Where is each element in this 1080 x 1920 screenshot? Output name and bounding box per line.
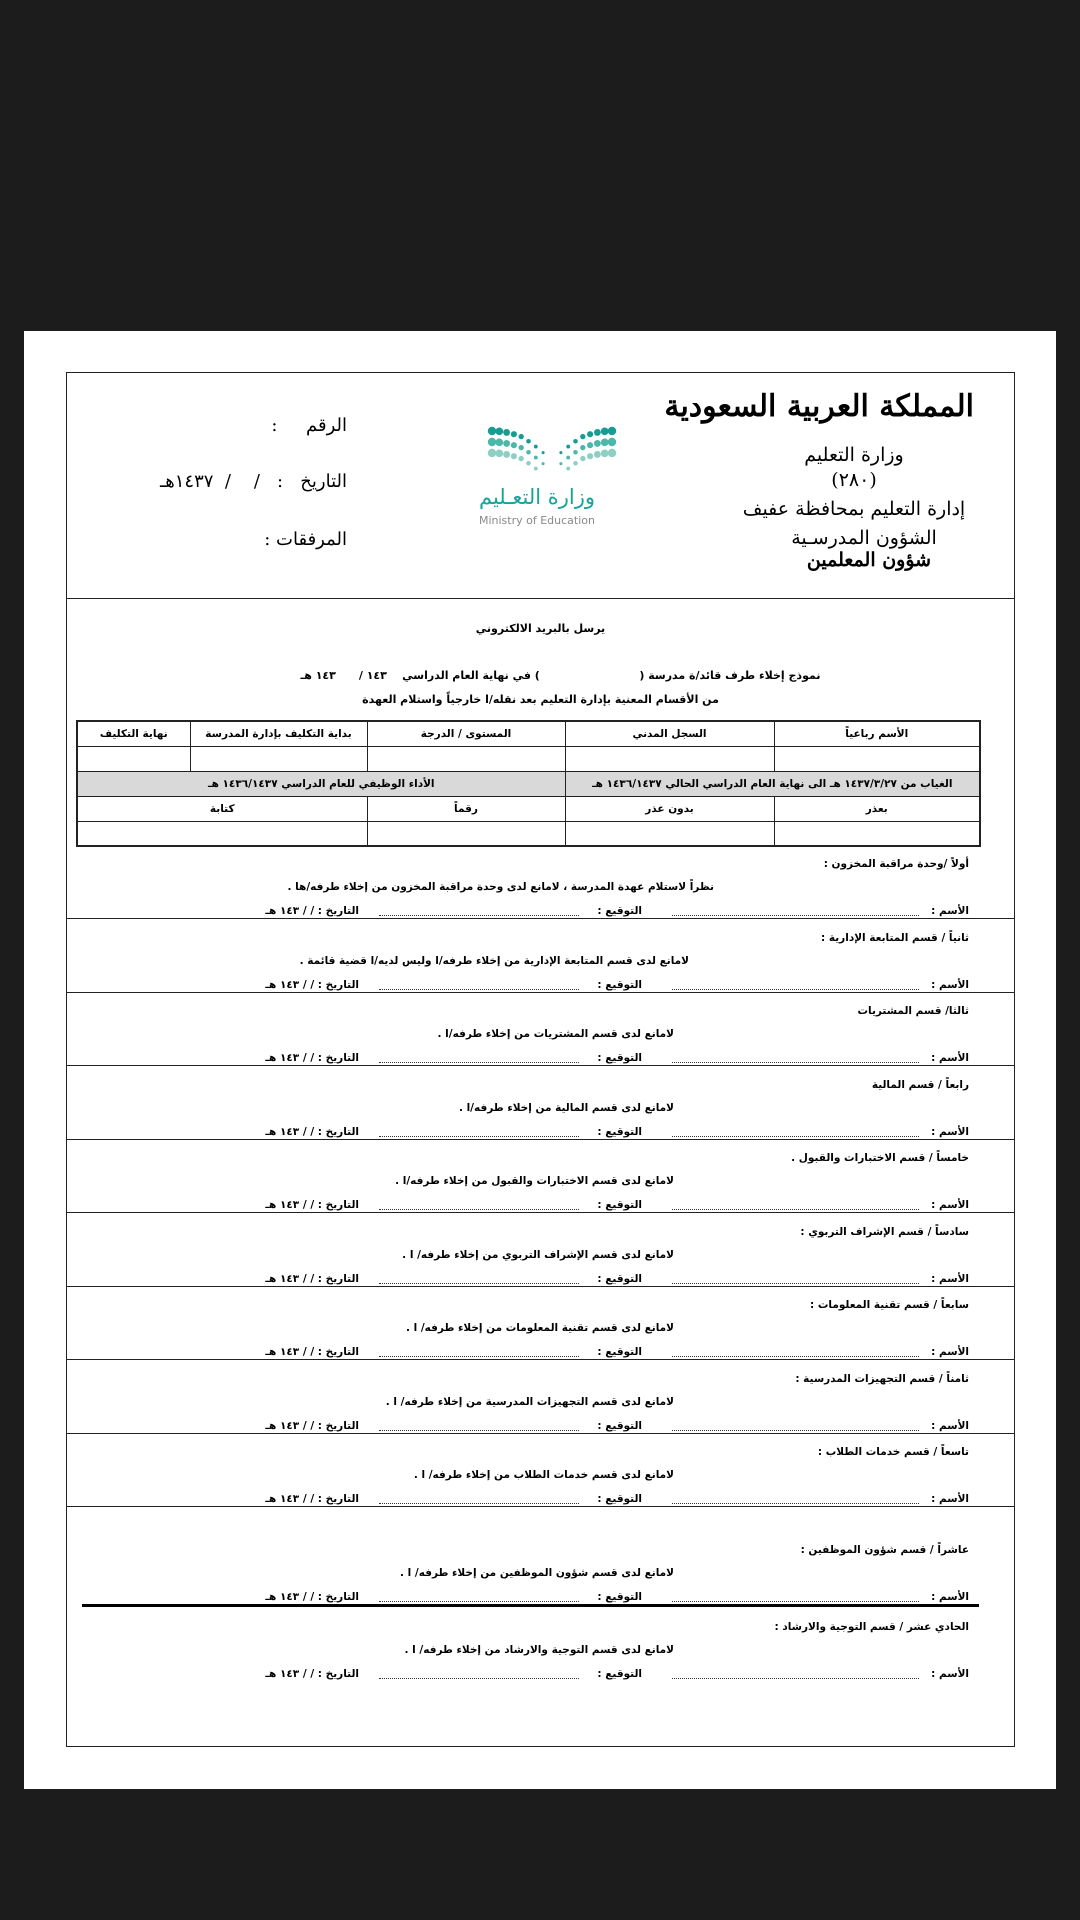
logo-dot — [601, 439, 609, 447]
clearance-section — [67, 1005, 1014, 1085]
logo-dot — [511, 453, 517, 459]
document-page — [24, 331, 1056, 1789]
section-title: ثالثا/ قسم المشتريات — [857, 1005, 969, 1017]
header-level-grade: المستوى / الدرجة — [367, 721, 565, 746]
name-field[interactable] — [672, 979, 919, 990]
name-label: الأسم : — [931, 1493, 969, 1505]
signature-label: التوقيع : — [597, 1420, 642, 1432]
logo-dot — [519, 445, 524, 450]
clearance-section — [67, 1373, 1014, 1453]
clearance-section — [67, 1446, 1014, 1526]
section-title: ثامناً / قسم التجهيزات المدرسية : — [795, 1373, 969, 1385]
date-field[interactable]: التاريخ : / / ١٤٣ هـ — [265, 979, 359, 991]
section-title: رابعاً / قسم المالية — [871, 1079, 969, 1091]
logo-dot — [488, 449, 496, 457]
assignment-end-cell[interactable] — [77, 746, 190, 771]
reference-number-label: الرقم : — [271, 415, 347, 436]
section-statement: لامانع لدى قسم التوجية والارشاد من إخلاء طرفه/ ا . — [404, 1644, 674, 1656]
name-field[interactable] — [672, 1591, 919, 1602]
signature-field[interactable] — [379, 979, 579, 990]
logo-dot — [559, 462, 562, 465]
logo-dot — [495, 450, 503, 458]
header-full-name: الأسم رباعياً — [774, 721, 980, 746]
name-label: الأسم : — [931, 1199, 969, 1211]
logo-dot — [608, 449, 616, 457]
logo-dot — [601, 450, 609, 458]
signature-label: التوقيع : — [597, 979, 642, 991]
clearance-section — [67, 1226, 1014, 1306]
signature-row — [112, 1668, 969, 1684]
logo-dot — [587, 431, 593, 437]
logo-dot — [566, 467, 570, 471]
form-subtitle: من الأقسام المعنية بإدارة التعليم بعد نقله/ا خارجياً واستلام العهدة — [362, 693, 719, 706]
section-title: تاسعاً / قسم خدمات الطلاب : — [817, 1446, 969, 1458]
date-field[interactable]: التاريخ : / / ١٤٣ هـ — [265, 1668, 359, 1680]
with-excuse-cell[interactable] — [774, 821, 980, 846]
clearance-section — [67, 1621, 1014, 1701]
name-field[interactable] — [672, 1420, 919, 1431]
logo-dot — [587, 442, 593, 448]
attachments-label: المرفقات : — [264, 529, 347, 550]
signature-label: التوقيع : — [597, 1126, 642, 1138]
teachers-affairs: شؤون المعلمين — [806, 549, 932, 571]
logo-dot — [580, 434, 585, 439]
logo-dot — [534, 445, 538, 449]
logo-dot — [526, 439, 531, 444]
name-field[interactable] — [672, 1346, 919, 1357]
logo-dot — [542, 462, 545, 465]
logo-dot — [559, 451, 562, 454]
name-label: الأسم : — [931, 1420, 969, 1432]
name-label: الأسم : — [931, 1346, 969, 1358]
date-field[interactable]: التاريخ : / / ١٤٣ هـ — [265, 1493, 359, 1505]
clearance-section — [67, 1544, 1014, 1624]
section-title: ثانياً / قسم المتابعة الإدارية : — [821, 932, 969, 944]
name-label: الأسم : — [931, 1052, 969, 1064]
logo-dot — [503, 451, 510, 458]
signature-label: التوقيع : — [597, 905, 642, 917]
name-label: الأسم : — [931, 905, 969, 917]
header-assignment-start: بداية التكليف بإدارة المدرسة — [190, 721, 367, 746]
section-divider — [67, 1212, 1014, 1213]
logo-dot — [503, 429, 510, 436]
logo-dot — [511, 431, 517, 437]
signature-field[interactable] — [379, 1420, 579, 1431]
name-label: الأسم : — [931, 979, 969, 991]
logo-dot — [587, 453, 593, 459]
section-divider — [82, 1604, 979, 1607]
ministry-name: وزارة التعليم — [804, 444, 904, 466]
section-statement: لامانع لدى قسم تقنية المعلومات من إخلاء طرفه/ ا . — [405, 1322, 674, 1334]
logo-dot — [594, 429, 601, 436]
assignment-start-cell[interactable] — [190, 746, 367, 771]
section-title: أولاً /وحدة مراقبة المخزون : — [823, 858, 969, 870]
logo-dot — [503, 440, 510, 447]
written-cell[interactable] — [77, 821, 367, 846]
teacher-info-table — [76, 720, 981, 847]
written-header: كتابة — [77, 796, 367, 821]
section-title: خامساً / قسم الاختبارات والقبول . — [791, 1152, 969, 1164]
date-label: التاريخ : / / ١٤٣٧هـ — [159, 471, 347, 492]
logo-dot — [488, 438, 496, 446]
logo-dot — [511, 442, 517, 448]
signature-label: التوقيع : — [597, 1199, 642, 1211]
date-field[interactable]: التاريخ : / / ١٤٣ هـ — [265, 1273, 359, 1285]
section-divider — [67, 992, 1014, 993]
without-excuse-cell[interactable] — [565, 821, 774, 846]
absence-header: الغياب من ١٤٣٧/٣/٢٧ هـ الى نهاية العام الدراسي الحالي ١٤٣٦/١٤٣٧ هـ — [565, 771, 980, 796]
section-title: عاشراً / قسم شؤون الموظفين : — [800, 1544, 969, 1556]
logo-dot — [495, 439, 503, 447]
name-field[interactable] — [672, 1052, 919, 1063]
logo-english-text: Ministry of Education — [478, 514, 595, 527]
signature-field[interactable] — [379, 1052, 579, 1063]
kingdom-calligraphy: المملكة العربية السعودية — [664, 389, 974, 424]
with-excuse-header: بعذر — [774, 796, 980, 821]
logo-dot — [526, 461, 531, 466]
signature-field[interactable] — [379, 1346, 579, 1357]
logo-dot — [519, 456, 524, 461]
logo-dot — [573, 450, 578, 455]
section-divider — [67, 918, 1014, 919]
date-field[interactable]: التاريخ : / / ١٤٣ هـ — [265, 1420, 359, 1432]
signature-field[interactable] — [379, 1668, 579, 1679]
logo-dot — [526, 450, 531, 455]
name-field[interactable] — [672, 1273, 919, 1284]
name-field[interactable] — [672, 1493, 919, 1504]
section-statement: لامانع لدى قسم الاختبارات والقبول من إخلاء طرفه/ا . — [395, 1175, 674, 1187]
section-statement: لامانع لدى قسم شؤون الموظفين من إخلاء طرفه/ ا . — [400, 1567, 674, 1579]
name-label: الأسم : — [931, 1591, 969, 1603]
section-statement: لامانع لدى قسم المتابعة الإدارية من إخلاء طرفه/ا وليس لديه/ا قضية قائمة . — [299, 955, 689, 967]
section-divider — [67, 1433, 1014, 1434]
logo-arabic-text: وزارة التعـليم — [478, 485, 596, 509]
section-title: سادساً / قسم الإشراف التربوي : — [800, 1226, 969, 1238]
performance-header: الأداء الوظيفي للعام الدراسي ١٤٣٦/١٤٣٧ هـ — [77, 771, 565, 796]
section-statement: لامانع لدى قسم خدمات الطلاب من إخلاء طرفه/ ا . — [413, 1469, 674, 1481]
section-title: سابعاً / قسم تقنية المعلومات : — [810, 1299, 969, 1311]
civil-id-cell[interactable] — [565, 746, 774, 771]
signature-field[interactable] — [379, 1273, 579, 1284]
date-field[interactable]: التاريخ : / / ١٤٣ هـ — [265, 1591, 359, 1603]
logo-dot — [594, 451, 601, 458]
school-affairs: الشؤون المدرسـية — [791, 527, 937, 549]
ministry-code: (٢٨٠) — [831, 469, 877, 491]
full-name-cell[interactable] — [774, 746, 980, 771]
section-statement: نظراً لاستلام عهدة المدرسة ، لامانع لدى وحدة مراقبة المخزون من إخلاء طرفه/ها . — [287, 881, 714, 893]
name-label: الأسم : — [931, 1668, 969, 1680]
signature-label: التوقيع : — [597, 1591, 642, 1603]
logo-dot — [573, 461, 578, 466]
ministry-logo-icon — [487, 425, 617, 473]
signature-field[interactable] — [379, 1493, 579, 1504]
signature-label: التوقيع : — [597, 1273, 642, 1285]
date-field[interactable]: التاريخ : / / ١٤٣ هـ — [265, 1346, 359, 1358]
numeric-header: رقماً — [367, 796, 565, 821]
without-excuse-header: بدون عذر — [565, 796, 774, 821]
name-field[interactable] — [672, 905, 919, 916]
logo-dot — [519, 434, 524, 439]
section-divider — [67, 1359, 1014, 1360]
logo-dot — [566, 445, 570, 449]
form-frame — [66, 372, 1015, 1747]
logo-dot — [488, 427, 496, 435]
logo-dot — [542, 451, 545, 454]
section-statement: لامانع لدى قسم المشتريات من إخلاء طرفه/ا . — [437, 1028, 674, 1040]
date-field[interactable]: التاريخ : / / ١٤٣ هـ — [265, 1199, 359, 1211]
numeric-cell[interactable] — [367, 821, 565, 846]
signature-field[interactable] — [379, 1591, 579, 1602]
date-field[interactable]: التاريخ : / / ١٤٣ هـ — [265, 905, 359, 917]
clearance-section — [67, 858, 1014, 938]
signature-label: التوقيع : — [597, 1346, 642, 1358]
logo-dot — [580, 445, 585, 450]
logo-dot — [534, 456, 538, 460]
name-field[interactable] — [672, 1126, 919, 1137]
clearance-section — [67, 932, 1014, 1012]
header-divider — [67, 598, 1014, 599]
date-field[interactable]: التاريخ : / / ١٤٣ هـ — [265, 1126, 359, 1138]
name-field[interactable] — [672, 1668, 919, 1679]
date-field[interactable]: التاريخ : / / ١٤٣ هـ — [265, 1052, 359, 1064]
clearance-section — [67, 1152, 1014, 1232]
section-divider — [67, 1139, 1014, 1140]
section-title: الحادي عشر / قسم التوجية والارشاد : — [774, 1621, 969, 1633]
header-assignment-end: نهاية التكليف — [77, 721, 190, 746]
signature-label: التوقيع : — [597, 1493, 642, 1505]
name-field[interactable] — [672, 1199, 919, 1210]
logo-dot — [573, 439, 578, 444]
section-statement: لامانع لدى قسم المالية من إخلاء طرفه/ا . — [458, 1102, 674, 1114]
logo-dot — [580, 456, 585, 461]
logo-dot — [495, 428, 503, 436]
section-divider — [67, 1506, 1014, 1507]
logo-dot — [566, 456, 570, 460]
email-note: يرسل بالبريد الالكتروني — [475, 622, 606, 635]
level-grade-cell[interactable] — [367, 746, 565, 771]
signature-label: التوقيع : — [597, 1052, 642, 1064]
logo-dot — [601, 428, 609, 436]
logo-dot — [594, 440, 601, 447]
signature-field[interactable] — [379, 905, 579, 916]
clearance-section — [67, 1079, 1014, 1159]
signature-label: التوقيع : — [597, 1668, 642, 1680]
section-divider — [67, 1286, 1014, 1287]
name-label: الأسم : — [931, 1126, 969, 1138]
header-civil-id: السجل المدني — [565, 721, 774, 746]
section-statement: لامانع لدى قسم التجهيزات المدرسية من إخلاء طرفه/ ا . — [385, 1396, 674, 1408]
signature-field[interactable] — [379, 1199, 579, 1210]
signature-field[interactable] — [379, 1126, 579, 1137]
form-title: نموذج إخلاء طرف قائد/ة مدرسة ( ) في نهاية العام الدراسي ١٤٣ / ١٤٣ هـ — [300, 669, 821, 682]
name-label: الأسم : — [931, 1273, 969, 1285]
clearance-section — [67, 1299, 1014, 1379]
logo-dot — [608, 427, 616, 435]
section-statement: لامانع لدى قسم الإشراف التربوي من إخلاء طرفه/ ا . — [402, 1249, 674, 1261]
logo-dot — [534, 467, 538, 471]
directorate-name: إدارة التعليم بمحافظة عفيف — [742, 498, 966, 520]
section-divider — [67, 1065, 1014, 1066]
logo-dot — [608, 438, 616, 446]
